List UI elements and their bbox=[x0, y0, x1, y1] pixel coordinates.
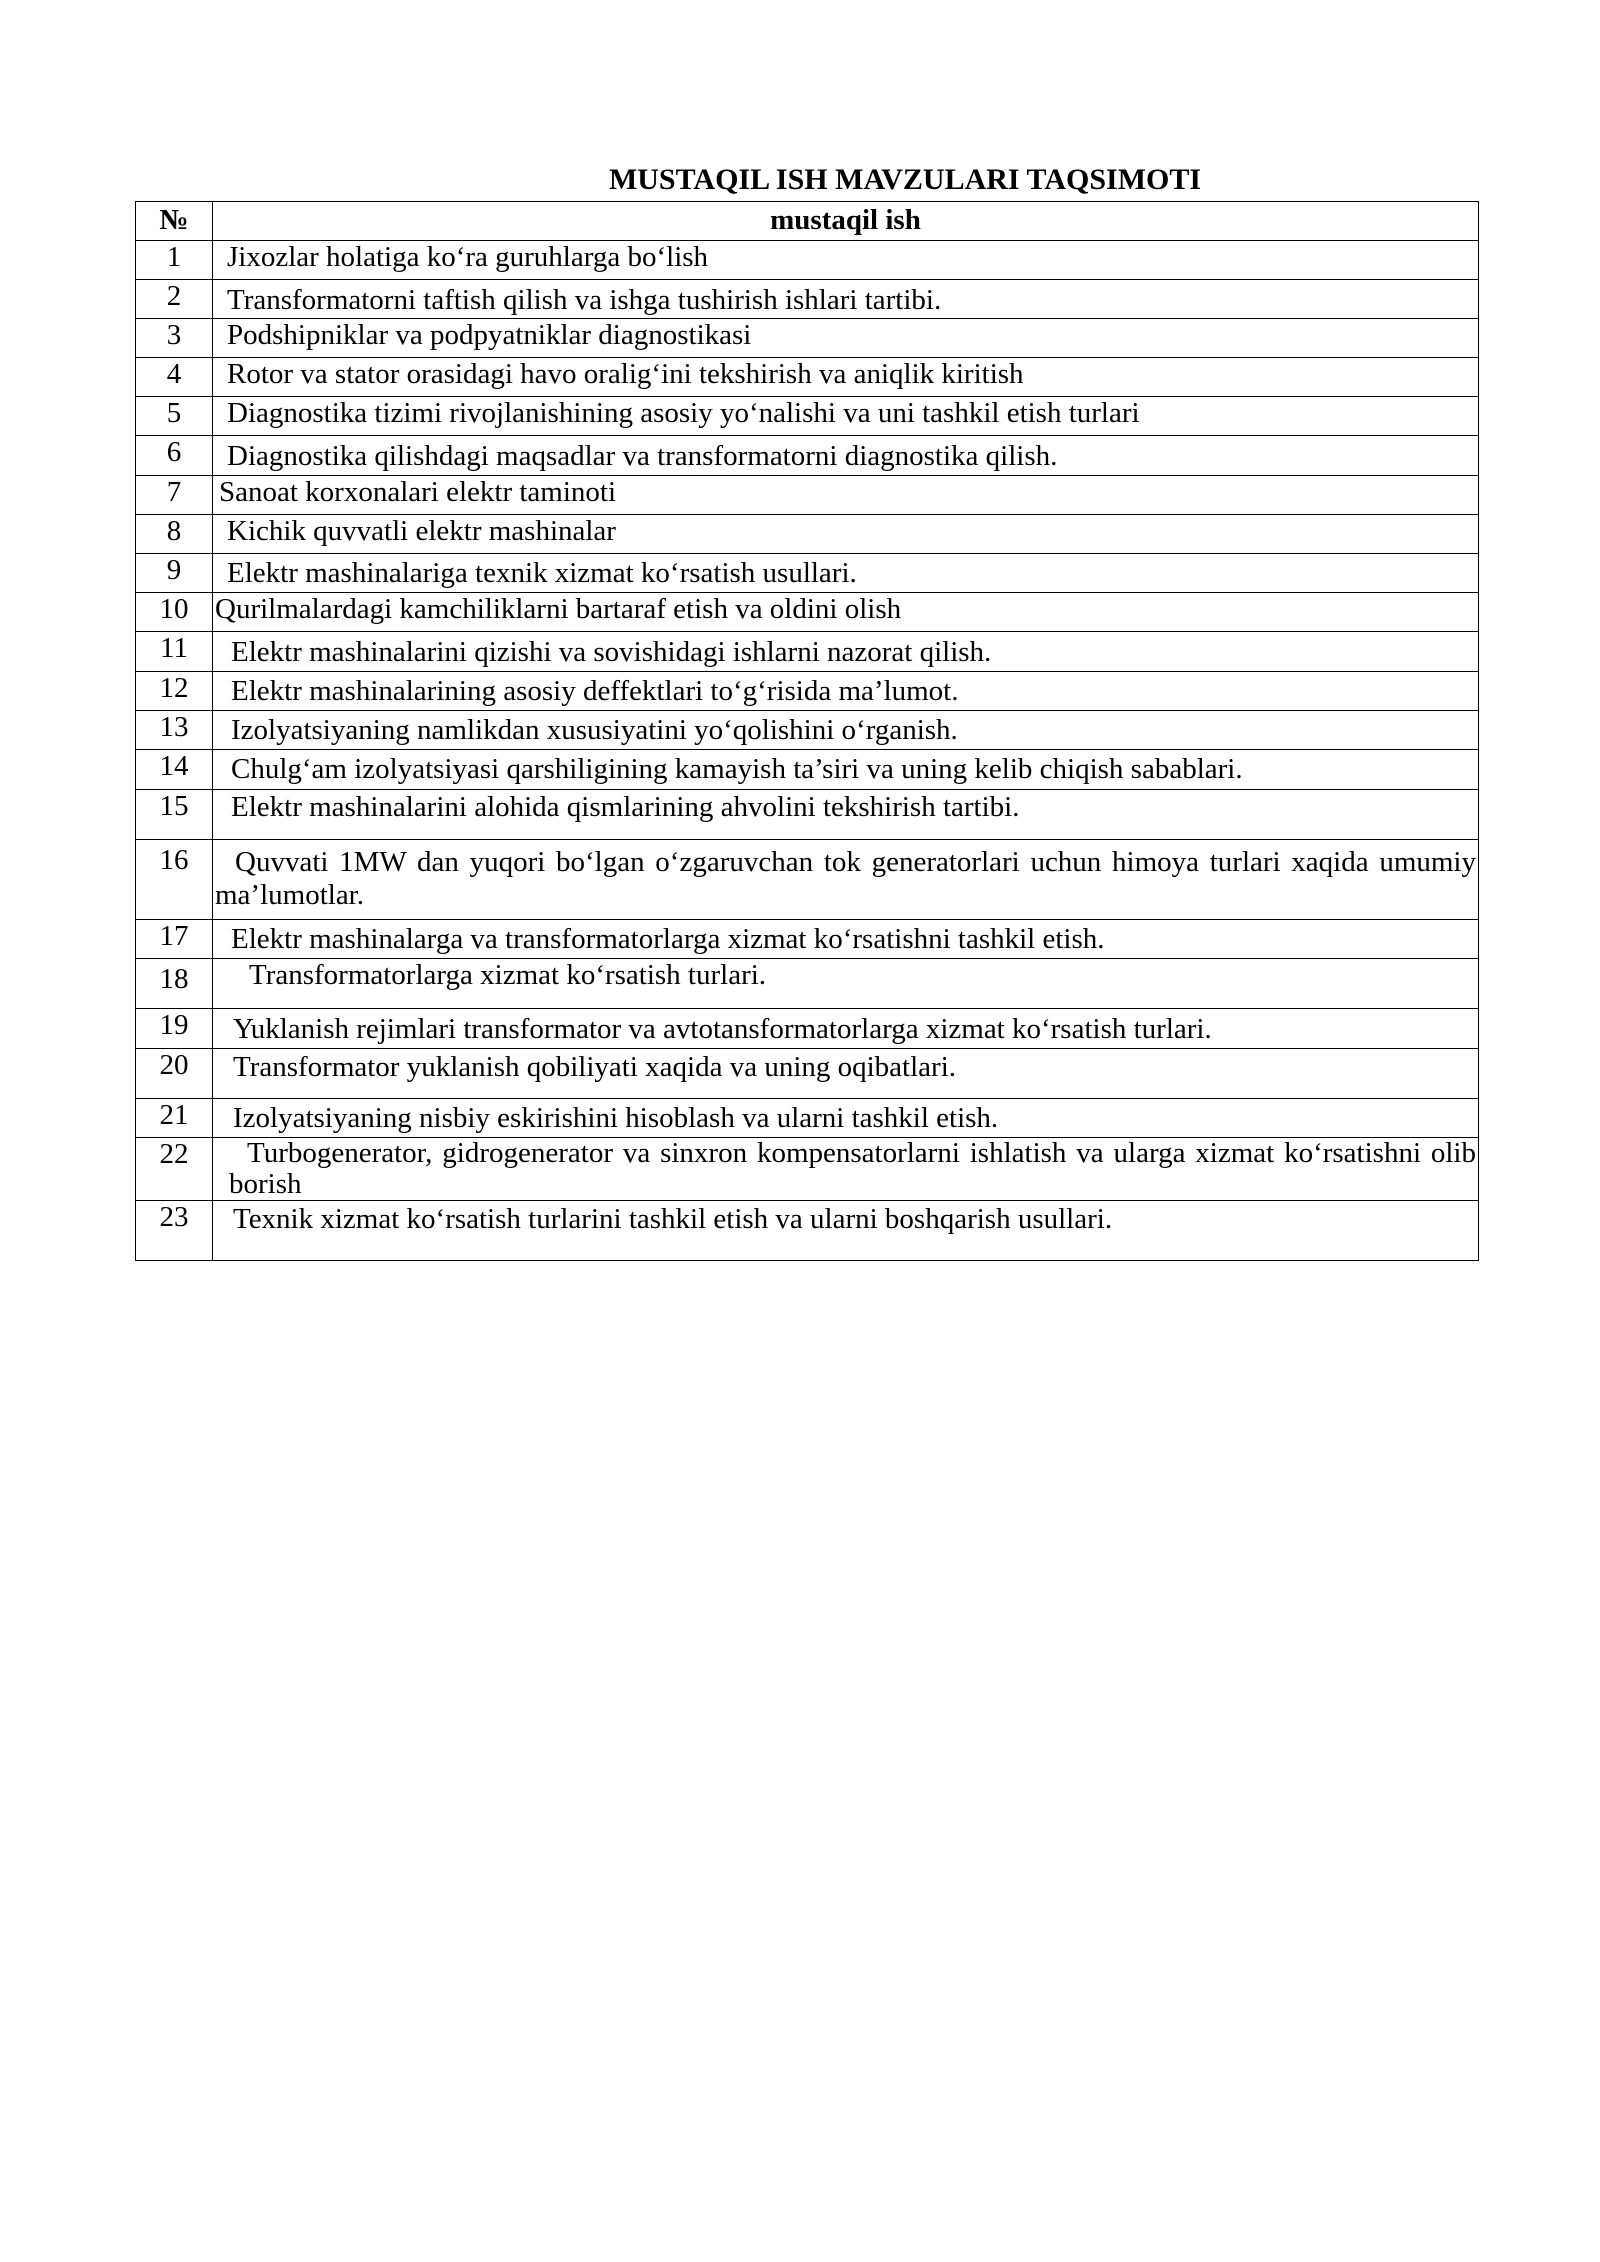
row-topic: Diagnostika tizimi rivojlanishining asosiy yo‘nalishi va uni tashkil etish turlari bbox=[213, 397, 1479, 436]
table-row bbox=[136, 1099, 1479, 1138]
row-number: 16 bbox=[136, 840, 213, 920]
row-topic: Transformatorlarga xizmat ko‘rsatish turlari. bbox=[213, 959, 1479, 1009]
row-number: 10 bbox=[136, 593, 213, 632]
row-topic: Transformatorni taftish qilish va ishga tushirish ishlari tartibi. bbox=[213, 280, 1479, 319]
table-row bbox=[136, 959, 1479, 1009]
row-topic: Diagnostika qilishdagi maqsadlar va transformatorni diagnostika qilish. bbox=[213, 436, 1479, 476]
row-topic: Elektr mashinalariga texnik xizmat ko‘rsatish usullari. bbox=[213, 554, 1479, 593]
row-topic: Kichik quvvatli elektr mashinalar bbox=[213, 515, 1479, 554]
row-number: 20 bbox=[136, 1049, 213, 1099]
table-row bbox=[136, 241, 1479, 280]
table-row bbox=[136, 358, 1479, 397]
row-topic: Elektr mashinalarini qizishi va sovishidagi ishlarni nazorat qilish. bbox=[213, 632, 1479, 672]
row-topic: Texnik xizmat ko‘rsatish turlarini tashkil etish va ularni boshqarish usullari. bbox=[213, 1201, 1479, 1261]
row-topic: Transformator yuklanish qobiliyati xaqida va uning oqibatlari. bbox=[213, 1049, 1479, 1099]
row-topic-text: Turbogenerator, gidrogenerator va sinxron kompensatorlarni ishlatish va ularga xizmat ko‘rsatishni olib borish bbox=[229, 1137, 1476, 1200]
row-topic: Chulg‘am izolyatsiyasi qarshiligining kamayish ta’siri va uning kelib chiqish sabablari. bbox=[213, 750, 1479, 790]
table-row bbox=[136, 280, 1479, 319]
row-number: 19 bbox=[136, 1009, 213, 1049]
row-number: 7 bbox=[136, 476, 213, 515]
topics-table bbox=[135, 201, 1479, 1261]
number-column-header: № bbox=[136, 202, 213, 241]
table-row bbox=[136, 1009, 1479, 1049]
table-row bbox=[136, 515, 1479, 554]
row-number: 5 bbox=[136, 397, 213, 436]
row-number: 12 bbox=[136, 672, 213, 711]
row-number: 23 bbox=[136, 1201, 213, 1261]
table-row bbox=[136, 436, 1479, 476]
row-number: 9 bbox=[136, 554, 213, 593]
row-number: 2 bbox=[136, 280, 213, 319]
row-number: 11 bbox=[136, 632, 213, 672]
row-number: 6 bbox=[136, 436, 213, 476]
table-row bbox=[136, 840, 1479, 920]
row-number: 15 bbox=[136, 790, 213, 840]
row-topic: Podshipniklar va podpyatniklar diagnostikasi bbox=[213, 319, 1479, 358]
row-topic: Qurilmalardagi kamchiliklarni bartaraf etish va oldini olish bbox=[213, 593, 1479, 632]
row-number: 1 bbox=[136, 241, 213, 280]
row-topic: Jixozlar holatiga ko‘ra guruhlarga bo‘lish bbox=[213, 241, 1479, 280]
row-number: 13 bbox=[136, 711, 213, 750]
table-row bbox=[136, 672, 1479, 711]
topic-column-header: mustaqil ish bbox=[213, 202, 1479, 241]
row-topic: Elektr mashinalarga va transformatorlarga xizmat ko‘rsatishni tashkil etish. bbox=[213, 920, 1479, 959]
table-row bbox=[136, 790, 1479, 840]
table-row bbox=[136, 1201, 1479, 1261]
row-number: 22 bbox=[136, 1138, 213, 1201]
page-title: MUSTAQIL ISH MAVZULARI TAQSIMOTI bbox=[608, 163, 1202, 196]
row-topic: Sanoat korxonalari elektr taminoti bbox=[213, 476, 1479, 515]
table-row bbox=[136, 554, 1479, 593]
table-row bbox=[136, 476, 1479, 515]
row-topic: Rotor va stator orasidagi havo oralig‘ini tekshirish va aniqlik kiritish bbox=[213, 358, 1479, 397]
row-topic bbox=[213, 1138, 1479, 1201]
row-topic: Elektr mashinalarini alohida qismlarining ahvolini tekshirish tartibi. bbox=[213, 790, 1479, 840]
row-topic: Izolyatsiyaning namlikdan xususiyatini yo‘qolishini o‘rganish. bbox=[213, 711, 1479, 750]
row-topic-text: Quvvati 1MW dan yuqori bo‘lgan o‘zgaruvchan tok generatorlari uchun himoya turlari xaqida umumiy ma’lumotlar. bbox=[215, 846, 1476, 911]
row-number: 14 bbox=[136, 750, 213, 790]
table-row bbox=[136, 593, 1479, 632]
table-row bbox=[136, 920, 1479, 959]
table-row bbox=[136, 397, 1479, 436]
row-number: 17 bbox=[136, 920, 213, 959]
table-row bbox=[136, 750, 1479, 790]
row-topic: Izolyatsiyaning nisbiy eskirishini hisoblash va ularni tashkil etish. bbox=[213, 1099, 1479, 1138]
row-number: 8 bbox=[136, 515, 213, 554]
row-number: 4 bbox=[136, 358, 213, 397]
row-topic bbox=[213, 840, 1479, 920]
table-header-row bbox=[136, 202, 1479, 241]
table-row bbox=[136, 632, 1479, 672]
row-number: 3 bbox=[136, 319, 213, 358]
table-row bbox=[136, 1049, 1479, 1099]
table-row bbox=[136, 1138, 1479, 1201]
table-row bbox=[136, 711, 1479, 750]
table-row bbox=[136, 319, 1479, 358]
row-number: 21 bbox=[136, 1099, 213, 1138]
row-topic: Yuklanish rejimlari transformator va avtotansformatorlarga xizmat ko‘rsatish turlari. bbox=[213, 1009, 1479, 1049]
row-number: 18 bbox=[136, 959, 213, 1009]
row-topic: Elektr mashinalarining asosiy deffektlari to‘g‘risida ma’lumot. bbox=[213, 672, 1479, 711]
